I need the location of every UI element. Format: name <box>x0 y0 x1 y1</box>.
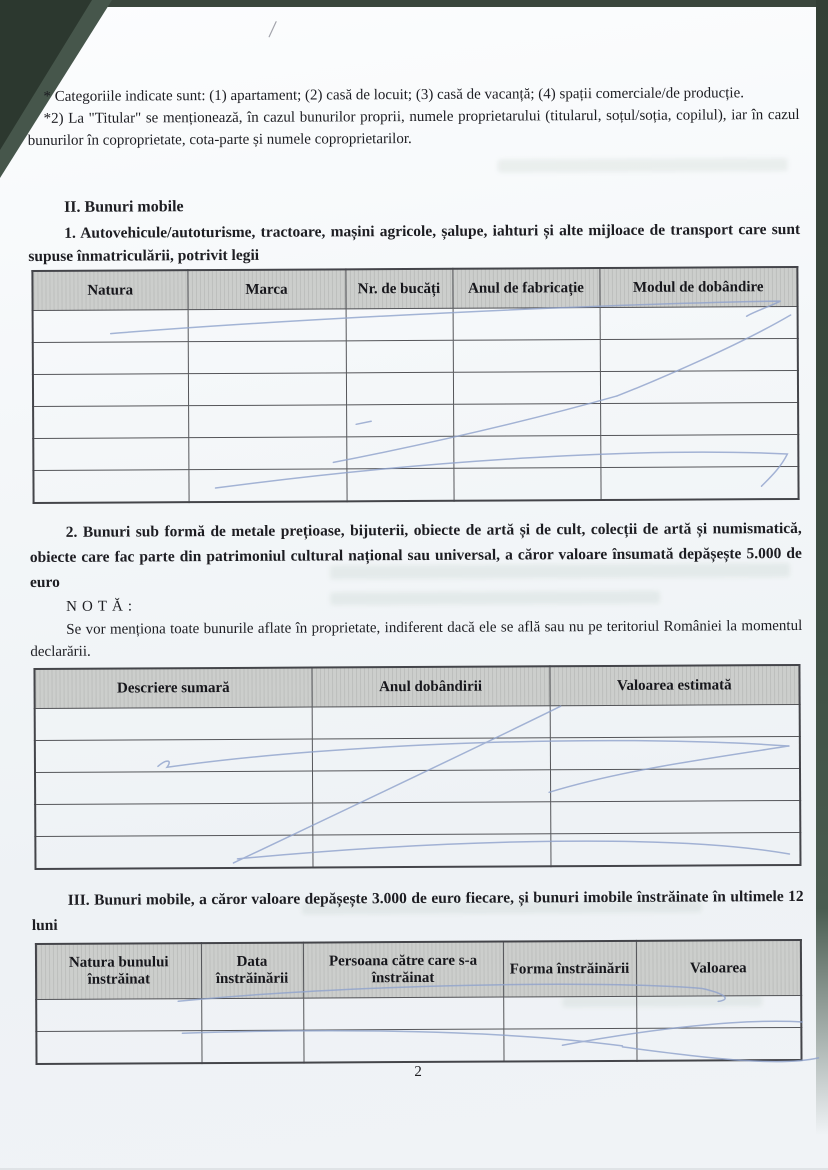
vehicles-header-marca: Marca <box>187 269 345 309</box>
table-cell <box>346 436 453 469</box>
valuables-header-descriere: Descriere sumară <box>34 668 311 709</box>
table-cell <box>201 998 303 1031</box>
table-cell <box>188 341 346 374</box>
table-cell <box>550 736 800 769</box>
footnote-2: *2) La "Titular" se menționează, în cazul bunurilor proprii, numele proprietarului (titularul, soțul/soția, copilul), iar în cazul bunurilor în coproprietate, cota-parte și numele coproprietarilor. <box>27 106 800 150</box>
table-cell <box>600 466 798 500</box>
table-row <box>35 704 800 740</box>
table-cell <box>188 405 346 438</box>
alienated-header-natura: Natura bunului înstrăinat <box>36 943 201 999</box>
valuables-header-valoare: Valoarea estimată <box>549 665 799 706</box>
table-cell <box>201 1030 303 1063</box>
table-cell <box>35 739 312 772</box>
table-cell <box>550 800 800 833</box>
table-cell <box>600 370 798 403</box>
table-cell <box>35 803 312 836</box>
page-number: 2 <box>414 1063 422 1081</box>
valuables-header-an-dobandire: Anul dobândirii <box>311 666 549 707</box>
table-cell <box>346 308 453 341</box>
table-cell <box>312 738 550 771</box>
table-row <box>35 832 800 869</box>
vehicles-header-natura: Natura <box>32 270 187 310</box>
nota-text: Se vor menționa toate bunurile aflate în proprietate, indiferent dacă ele se află sau nu pe teritoriul României la momentul declarării. <box>30 617 803 661</box>
alienated-header-persoana: Persoana către care s-a înstrăinat <box>303 942 503 999</box>
table-cell <box>188 469 346 502</box>
table-cell <box>36 999 201 1032</box>
table-row <box>33 306 798 342</box>
table-cell <box>33 406 188 439</box>
vehicles-table <box>31 266 799 504</box>
table-cell <box>312 802 550 835</box>
section-ii-item2-heading: 2. Bunuri sub formă de metale prețioase, bijuterii, obiecte de artă și de cult, colecții de artă și numismatică, obiecte care fac parte din patrimoniul cultural național sau universal, a căror valoare însumată depășește 5.000 de euro <box>29 519 802 592</box>
table-cell <box>188 437 346 470</box>
table-cell <box>600 338 798 371</box>
table-cell <box>453 468 600 501</box>
table-cell <box>36 1031 201 1064</box>
table-cell <box>453 340 600 373</box>
table-cell <box>453 372 600 405</box>
table-row <box>33 402 798 438</box>
section-ii-item1-heading: 1. Autovehicule/autoturisme, tractoare, mașini agricole, șalupe, iahturi și alte mijloace de transport care sunt supuse înmatriculării, potrivit legii <box>28 220 801 266</box>
table-cell <box>33 374 188 407</box>
table-row <box>36 1027 801 1064</box>
bleed-through <box>498 158 788 173</box>
table-cell <box>600 306 798 339</box>
table-row <box>33 466 798 503</box>
valuables-table <box>33 664 801 870</box>
alienated-table <box>35 939 803 1065</box>
table-cell <box>600 434 798 467</box>
table-cell <box>453 404 600 437</box>
table-cell <box>550 704 800 737</box>
table-cell <box>346 468 453 501</box>
table-cell <box>33 438 188 471</box>
alienated-header-data: Data înstrăinării <box>201 943 303 999</box>
table-cell <box>636 995 801 1028</box>
table-cell <box>636 1027 801 1060</box>
table-row <box>36 995 801 1031</box>
vehicles-table-header-row <box>32 267 797 311</box>
table-cell <box>303 1029 503 1063</box>
table-cell <box>33 342 188 375</box>
table-cell <box>312 834 550 868</box>
nota-label: NOTĂ: <box>66 598 138 615</box>
table-cell <box>35 835 312 869</box>
vehicles-header-mod-dobandire: Modul de dobândire <box>599 267 797 308</box>
alienated-table-header-row <box>36 940 801 1000</box>
vehicles-header-an-fabricatie: Anul de fabricație <box>452 268 599 308</box>
table-row <box>35 800 800 836</box>
table-cell <box>503 996 636 1029</box>
table-cell <box>453 308 600 341</box>
table-cell <box>188 373 346 406</box>
table-cell <box>600 402 798 435</box>
table-row <box>33 434 798 470</box>
table-cell <box>35 771 312 804</box>
table-row <box>35 768 800 804</box>
footnote-1: * Categoriile indicate sunt: (1) apartament; (2) casă de locuit; (3) casă de vacanță; (4) spații comerciale/de producție. <box>43 85 745 105</box>
table-cell <box>33 310 188 343</box>
table-cell <box>550 768 800 801</box>
table-cell <box>346 372 453 405</box>
table-cell <box>303 997 503 1030</box>
table-row <box>35 736 800 772</box>
vehicles-header-nr-bucati: Nr. de bucăți <box>345 269 452 309</box>
section-ii-title: II. Bunuri mobile <box>63 198 184 216</box>
table-row <box>33 370 798 406</box>
section-iii-title: III. Bunuri mobile, a căror valoare depășește 3.000 de euro fiecare, și bunuri imobile înstrăinate în ultimele 12 luni <box>31 887 804 935</box>
table-cell <box>33 470 188 503</box>
table-cell <box>188 309 346 342</box>
table-cell <box>346 340 453 373</box>
footnotes <box>27 82 799 152</box>
table-cell <box>346 404 453 437</box>
table-cell <box>312 770 550 803</box>
table-cell <box>453 436 600 469</box>
table-cell <box>503 1028 636 1061</box>
alienated-header-forma: Forma înstrăinării <box>503 941 636 997</box>
table-cell <box>550 832 800 866</box>
table-row <box>33 338 798 374</box>
table-cell <box>35 707 312 740</box>
table-cell <box>312 706 550 739</box>
valuables-table-header-row <box>34 665 799 709</box>
alienated-header-valoarea: Valoarea <box>636 940 801 996</box>
